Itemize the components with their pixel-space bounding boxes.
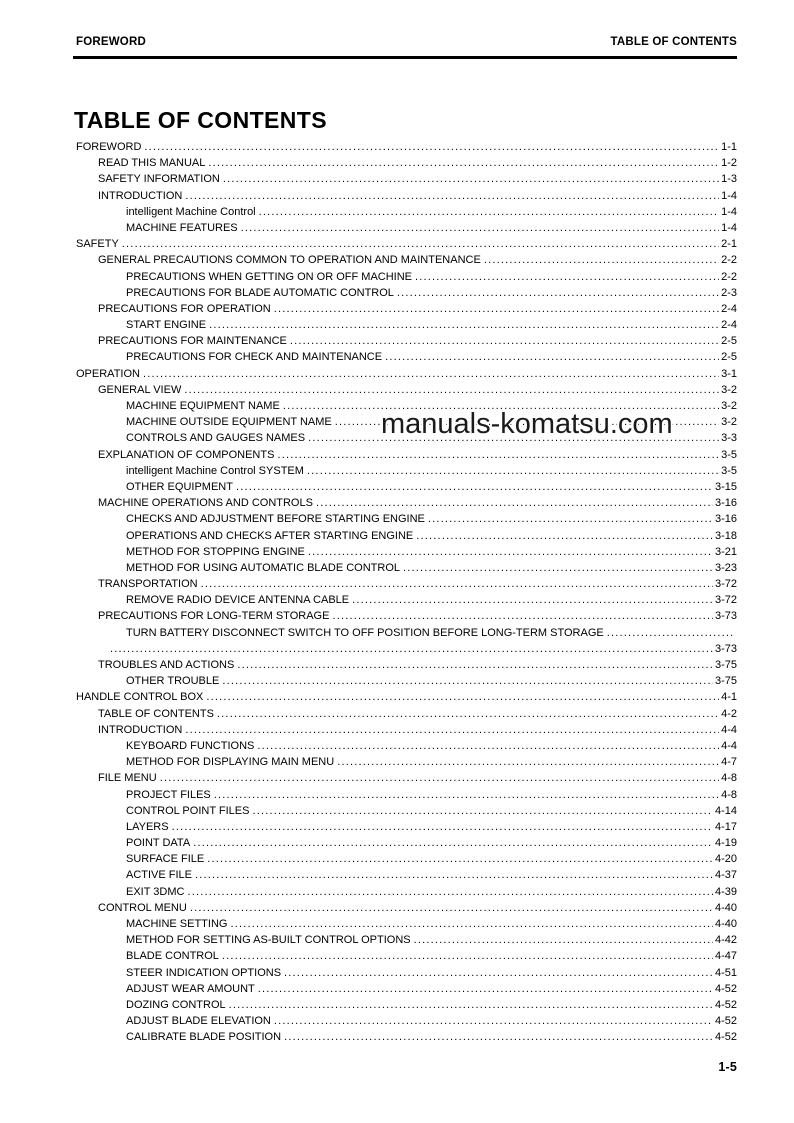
toc-entry-page: 4-2 (721, 707, 737, 720)
toc-leader-dots (230, 916, 713, 932)
toc-leader-dots (284, 965, 713, 981)
toc-leader-dots (258, 981, 713, 997)
toc-leader-dots (195, 867, 713, 883)
toc-list (76, 139, 737, 1046)
toc-entry-page: 4-52 (714, 982, 737, 995)
toc-entry-label: TROUBLES AND ACTIONS (98, 659, 235, 671)
toc-entry-label: MACHINE FEATURES (126, 221, 238, 234)
toc-entry-label: EXIT 3DMC (126, 885, 185, 898)
toc-entry-label: KEYBOARD FUNCTIONS (126, 739, 255, 752)
toc-entry (76, 528, 737, 544)
toc-entry (76, 851, 737, 867)
toc-entry-page: 1-3 (721, 173, 737, 186)
toc-entry-page: 3-3 (721, 432, 737, 445)
toc-entry (76, 479, 737, 495)
toc-entry-label: intelligent Machine Control (126, 205, 256, 218)
toc-entry-page: 4-47 (714, 950, 737, 963)
toc-leader-dots (403, 560, 713, 576)
toc-entry-label: FILE MENU (98, 772, 157, 785)
toc-leader-dots (217, 706, 719, 722)
toc-entry-label: PRECAUTIONS WHEN GETTING ON OR OFF MACHINE (126, 270, 413, 283)
toc-leader-dots (414, 932, 713, 948)
toc-entry (76, 188, 737, 204)
toc-entry-page: 1-4 (721, 189, 737, 202)
toc-entry-page: 3-16 (714, 497, 737, 510)
toc-entry (76, 382, 737, 398)
toc-entry-label: METHOD FOR DISPLAYING MAIN MENU (126, 756, 335, 769)
toc-leader-dots (385, 349, 719, 365)
toc-entry-label: OPERATION (76, 367, 140, 380)
toc-entry-page: 4-39 (714, 885, 737, 898)
toc-entry (76, 625, 737, 641)
toc-leader-dots (316, 495, 713, 511)
toc-entry-page: 3-72 (714, 594, 737, 607)
toc-entry-label: FOREWORD (76, 141, 142, 153)
toc-entry (76, 252, 737, 268)
toc-entry (76, 770, 737, 786)
toc-entry-label: METHOD FOR SETTING AS-BUILT CONTROL OPTIONS (126, 934, 411, 947)
toc-entry-label: SAFETY (76, 238, 119, 251)
toc-entry-label: SAFETY INFORMATION (98, 173, 220, 186)
toc-leader-dots (607, 625, 735, 641)
toc-entry (76, 301, 737, 317)
toc-entry-page: 4-14 (714, 804, 737, 817)
toc-entry (76, 738, 737, 754)
toc-entry (76, 754, 737, 770)
toc-leader-dots (259, 204, 719, 220)
toc-entry-label: CONTROL MENU (98, 901, 187, 914)
toc-entry-page: 1-1 (721, 141, 737, 153)
toc-entry-label: METHOD FOR STOPPING ENGINE (126, 545, 305, 558)
toc-leader-dots (237, 657, 713, 673)
toc-entry (76, 1029, 737, 1045)
toc-leader-dots (190, 900, 713, 916)
toc-entry (76, 787, 737, 803)
toc-entry (76, 236, 737, 252)
toc-leader-dots (484, 252, 719, 268)
toc-entry (76, 349, 737, 365)
toc-entry-label: ADJUST WEAR AMOUNT (126, 982, 255, 995)
toc-leader-dots (214, 787, 719, 803)
toc-leader-dots (229, 997, 713, 1013)
toc-leader-dots (252, 803, 713, 819)
toc-leader-dots (236, 479, 713, 495)
toc-entry-page: 3-5 (721, 464, 737, 477)
page-header (76, 36, 737, 48)
toc-entry-page: 3-2 (721, 416, 737, 429)
toc-entry (76, 884, 737, 900)
toc-entry-page: 4-4 (721, 739, 737, 752)
toc-entry (76, 835, 737, 851)
toc-entry-page: 3-1 (721, 367, 737, 380)
toc-leader-dots (274, 1013, 713, 1029)
toc-entry (76, 333, 737, 349)
toc-entry-label: REMOVE RADIO DEVICE ANTENNA CABLE (126, 594, 350, 607)
toc-entry (76, 932, 737, 948)
toc-entry-label: POINT DATA (126, 837, 191, 850)
toc-leader-dots (172, 819, 713, 835)
toc-leader-dots (185, 722, 719, 738)
toc-entry-page: 4-37 (714, 869, 737, 882)
toc-entry-page: 4-4 (721, 723, 737, 736)
toc-leader-dots (307, 463, 719, 479)
toc-entry (76, 641, 737, 657)
toc-entry-page: 4-52 (714, 1015, 737, 1028)
toc-entry (76, 948, 737, 964)
toc-entry (76, 317, 737, 333)
toc-entry (76, 495, 737, 511)
toc-entry-label: INTRODUCTION (98, 189, 183, 202)
toc-entry-label: INTRODUCTION (98, 723, 183, 736)
toc-entry (76, 997, 737, 1013)
toc-entry-label: PRECAUTIONS FOR CHECK AND MAINTENANCE (126, 351, 383, 364)
toc-entry-page: 4-7 (721, 756, 737, 769)
header-divider (73, 56, 737, 59)
toc-entry (76, 463, 737, 479)
toc-leader-dots (397, 285, 719, 301)
toc-entry (76, 608, 737, 624)
toc-entry-label: ADJUST BLADE ELEVATION (126, 1015, 271, 1028)
toc-entry-page: 3-16 (714, 513, 737, 526)
toc-entry (76, 285, 737, 301)
toc-entry-page: 3-21 (714, 545, 737, 558)
toc-entry-page: 3-18 (714, 529, 737, 542)
toc-leader-dots (223, 171, 719, 187)
toc-entry (76, 706, 737, 722)
toc-leader-dots (201, 576, 713, 592)
toc-entry-page: 4-8 (721, 772, 737, 785)
toc-entry (76, 592, 737, 608)
toc-entry-page: 4-52 (714, 998, 737, 1011)
toc-entry (76, 155, 737, 171)
toc-entry-label: MACHINE OPERATIONS AND CONTROLS (98, 497, 313, 510)
toc-entry-page: 3-73 (714, 610, 737, 623)
toc-entry (76, 511, 737, 527)
toc-entry-label: BLADE CONTROL (126, 950, 219, 963)
toc-leader-dots (284, 1029, 713, 1045)
toc-entry (76, 722, 737, 738)
toc-entry-label: READ THIS MANUAL (98, 157, 206, 170)
toc-entry-page: 2-2 (721, 254, 737, 267)
toc-entry-page: 2-1 (721, 238, 737, 251)
toc-leader-dots (160, 770, 719, 786)
toc-entry (76, 867, 737, 883)
toc-leader-dots (332, 608, 713, 624)
toc-entry-page: 1-4 (721, 205, 737, 218)
toc-entry (76, 900, 737, 916)
watermark-text: manuals-komatsu.com (381, 408, 673, 440)
toc-leader-dots (290, 333, 719, 349)
toc-entry-label: OTHER TROUBLE (126, 675, 220, 688)
toc-entry (76, 819, 737, 835)
toc-entry-label: LAYERS (126, 820, 169, 833)
toc-leader-dots (209, 317, 719, 333)
toc-leader-dots (415, 269, 719, 285)
toc-leader-dots (222, 948, 713, 964)
toc-entry-label: DOZING CONTROL (126, 998, 226, 1011)
toc-entry-label: TURN BATTERY DISCONNECT SWITCH TO OFF POSITION BEFORE LONG-TERM STORAGE (126, 626, 604, 639)
toc-entry-page: 2-5 (721, 335, 737, 348)
toc-entry (76, 1013, 737, 1029)
toc-entry-page: 3-75 (714, 659, 737, 671)
toc-entry-page: 2-3 (721, 286, 737, 299)
toc-entry-label: MACHINE EQUIPMENT NAME (126, 400, 280, 412)
toc-entry-label: PRECAUTIONS FOR LONG-TERM STORAGE (98, 610, 330, 623)
toc-entry-label: SURFACE FILE (126, 853, 205, 866)
header-right-text: TABLE OF CONTENTS (610, 36, 737, 48)
toc-leader-dots (337, 754, 719, 770)
toc-leader-dots (222, 673, 713, 689)
toc-entry-label: EXPLANATION OF COMPONENTS (98, 448, 275, 461)
toc-leader-dots (241, 220, 719, 236)
toc-entry-page: 4-20 (714, 853, 737, 866)
toc-leader-dots (207, 851, 713, 867)
toc-entry (76, 576, 737, 592)
toc-leader-dots (143, 366, 719, 382)
toc-entry-page: 4-40 (714, 918, 737, 930)
header-left-text: FOREWORD (76, 36, 146, 48)
toc-entry (76, 916, 737, 932)
toc-entry-label: TABLE OF CONTENTS (98, 707, 214, 720)
toc-leader-dots (206, 689, 719, 705)
page-number: 1-5 (718, 1060, 737, 1074)
toc-entry (76, 544, 737, 560)
toc-entry (76, 981, 737, 997)
toc-leader-dots (187, 884, 712, 900)
toc-leader-dots (193, 835, 713, 851)
toc-entry-page: 4-40 (714, 901, 737, 914)
toc-entry-label: PRECAUTIONS FOR BLADE AUTOMATIC CONTROL (126, 286, 394, 299)
toc-entry-label: GENERAL VIEW (98, 383, 182, 396)
toc-leader-dots (308, 544, 713, 560)
toc-entry-page: 3-15 (714, 480, 737, 493)
toc-entry-label: METHOD FOR USING AUTOMATIC BLADE CONTROL (126, 561, 401, 574)
toc-entry-page: 1-2 (721, 157, 737, 170)
toc-entry-label: STEER INDICATION OPTIONS (126, 966, 282, 979)
toc-leader-dots (416, 528, 713, 544)
toc-entry-page: 4-51 (714, 966, 737, 979)
toc-entry-page: 4-19 (714, 837, 737, 850)
toc-leader-dots (428, 511, 713, 527)
toc-entry (76, 139, 737, 155)
toc-entry-label: ACTIVE FILE (126, 869, 193, 882)
toc-entry-page: 3-2 (721, 383, 737, 396)
toc-entry-page: 3-73 (714, 642, 737, 655)
toc-entry-label: MACHINE OUTSIDE EQUIPMENT NAME (126, 416, 332, 429)
toc-entry-page: 3-23 (714, 561, 737, 574)
toc-entry-label: OTHER EQUIPMENT (126, 480, 233, 493)
toc-entry (76, 171, 737, 187)
toc-entry (76, 269, 737, 285)
toc-entry-label: CONTROLS AND GAUGES NAMES (126, 432, 306, 445)
toc-entry-page: 4-17 (714, 820, 737, 833)
toc-entry-page: 2-5 (721, 351, 737, 364)
toc-entry (76, 447, 737, 463)
toc-leader-dots (277, 447, 719, 463)
toc-entry-page: 3-2 (721, 400, 737, 412)
toc-entry-page: 3-75 (714, 675, 737, 688)
toc-entry-label: GENERAL PRECAUTIONS COMMON TO OPERATION AND MAINTENANCE (98, 254, 481, 267)
toc-leader-dots (122, 236, 719, 252)
toc-entry (76, 366, 737, 382)
toc-entry-page: 3-5 (721, 448, 737, 461)
toc-entry-page: 3-72 (714, 578, 737, 591)
toc-entry-label: intelligent Machine Control SYSTEM (126, 464, 304, 477)
toc-entry-page: 4-52 (714, 1031, 737, 1044)
toc-leader-dots (110, 641, 713, 657)
toc-entry-label: OPERATIONS AND CHECKS AFTER STARTING ENGINE (126, 529, 414, 542)
toc-entry-page: 4-1 (721, 691, 737, 704)
toc-entry-label: CONTROL POINT FILES (126, 804, 250, 817)
toc-entry-label: MACHINE SETTING (126, 918, 228, 930)
toc-leader-dots (184, 382, 719, 398)
toc-entry (76, 560, 737, 576)
toc-entry-page: 2-4 (721, 319, 737, 332)
page-title: TABLE OF CONTENTS (74, 107, 327, 133)
toc-leader-dots (257, 738, 719, 754)
toc-entry (76, 803, 737, 819)
toc-entry-page: 4-8 (721, 788, 737, 801)
toc-entry-page: 1-4 (721, 221, 737, 234)
toc-entry-page: 4-42 (714, 934, 737, 947)
toc-entry-label: HANDLE CONTROL BOX (76, 691, 204, 704)
toc-entry (76, 965, 737, 981)
toc-leader-dots (144, 139, 719, 155)
toc-entry-label: PRECAUTIONS FOR MAINTENANCE (98, 335, 287, 348)
toc-leader-dots (185, 188, 719, 204)
toc-entry (76, 689, 737, 705)
toc-leader-dots (274, 301, 719, 317)
toc-entry-label: START ENGINE (126, 319, 207, 332)
toc-entry-page: 2-4 (721, 302, 737, 315)
toc-entry (76, 220, 737, 236)
toc-entry (76, 673, 737, 689)
toc-leader-dots (352, 592, 713, 608)
toc-entry-page: 2-2 (721, 270, 737, 283)
toc-entry-label: CALIBRATE BLADE POSITION (126, 1031, 282, 1044)
toc-entry-label: PRECAUTIONS FOR OPERATION (98, 302, 271, 315)
toc-entry-label: TRANSPORTATION (98, 578, 198, 591)
toc-entry-label: PROJECT FILES (126, 788, 211, 801)
toc-entry (76, 657, 737, 673)
toc-leader-dots (208, 155, 719, 171)
toc-entry-label: CHECKS AND ADJUSTMENT BEFORE STARTING ENGINE (126, 513, 425, 526)
toc-entry (76, 204, 737, 220)
